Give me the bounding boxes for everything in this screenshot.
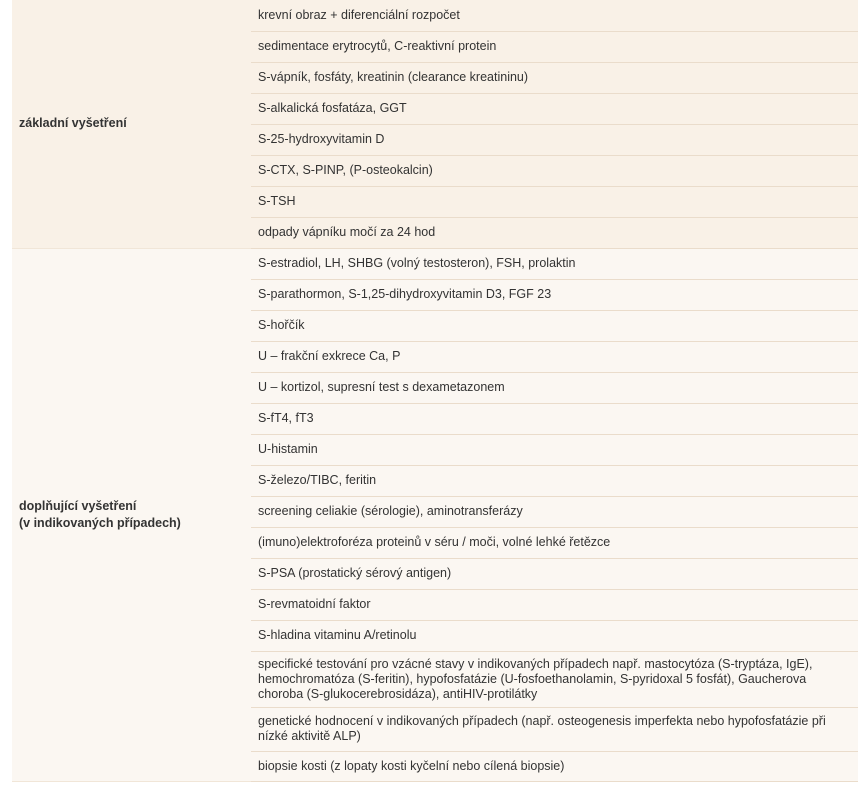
group-label-line: základní vyšetření [19,116,127,131]
item-text: S-fT4, fT3 [258,411,314,425]
item-text: krevní obraz + diferenciální rozpočet [258,7,460,22]
item-text: sedimentace erytrocytů, C-reaktivní protein [258,39,497,53]
item-cell [251,496,858,527]
item-cell [251,651,858,707]
item-cell [251,155,858,186]
item-text: S-revmatoidní faktor [258,597,371,611]
group-label-cell [12,0,251,248]
item-cell [251,0,858,31]
item-text: specifické testování pro vzácné stavy v indikovaných případech např. mastocytóza (S-tryptáza, IgE), hemochromatóza (S-feritin), hypofosfatázie (U-fosfoethanolamin, S-pyridoxal 5 fosfát), Gaucherova choroba (S-glukocerebrosidáza), antiHIV-protilátky [258,656,813,701]
item-text: S-CTX, S-PINP, (P-osteokalcin) [258,163,433,177]
item-text: S-estradiol, LH, SHBG (volný testosteron), FSH, prolaktin [258,256,576,270]
item-text: S-PSA (prostatický sérový antigen) [258,566,452,580]
item-text: screening celiakie (sérologie), aminotransferázy [258,504,523,518]
table-row [12,0,858,31]
item-cell [251,434,858,465]
item-cell [251,248,858,279]
item-cell [251,372,858,403]
item-cell [251,279,858,310]
item-cell [251,403,858,434]
item-cell [251,707,858,751]
item-cell [251,751,858,781]
examination-table-container [12,0,858,782]
item-cell [251,589,858,620]
table-row [12,248,858,279]
item-text: U – kortizol, supresní test s dexametazonem [258,380,505,394]
item-text: S-hladina vitaminu A/retinolu [258,628,417,642]
item-text: genetické hodnocení v indikovaných případech (např. osteogenesis imperfekta nebo hypofosfatázie při nízké aktivitě ALP) [258,714,826,743]
item-text: S-TSH [258,194,296,208]
group-label-line: doplňující vyšetření [19,498,137,513]
item-text: U-histamin [258,442,318,456]
item-text: S-parathormon, S-1,25-dihydroxyvitamin D3, FGF 23 [258,287,552,301]
item-cell [251,620,858,651]
item-cell [251,558,858,589]
item-text: biopsie kosti (z lopaty kosti kyčelní nebo cílená biopsie) [258,758,565,773]
item-text: (imuno)elektroforéza proteinů v séru / moči, volné lehké řetězce [258,535,611,549]
item-cell [251,310,858,341]
group-label-cell [12,248,251,781]
item-cell [251,31,858,62]
item-text: U – frakční exkrece Ca, P [258,349,401,363]
item-cell [251,527,858,558]
item-cell [251,186,858,217]
item-text: S-alkalická fosfatáza, GGT [258,101,407,115]
item-text: S-25-hydroxyvitamin D [258,132,385,146]
item-text: S-vápník, fosfáty, kreatinin (clearance kreatininu) [258,70,529,84]
item-text: S-železo/TIBC, feritin [258,473,377,487]
examination-table-body [12,0,858,781]
item-cell [251,465,858,496]
item-text: S-hořčík [258,318,305,332]
item-cell [251,93,858,124]
group-label-line: (v indikovaných případech) [19,515,181,530]
item-cell [251,217,858,248]
item-cell [251,341,858,372]
item-cell [251,62,858,93]
item-cell [251,124,858,155]
item-text: odpady vápníku močí za 24 hod [258,225,436,239]
examination-table [12,0,858,782]
